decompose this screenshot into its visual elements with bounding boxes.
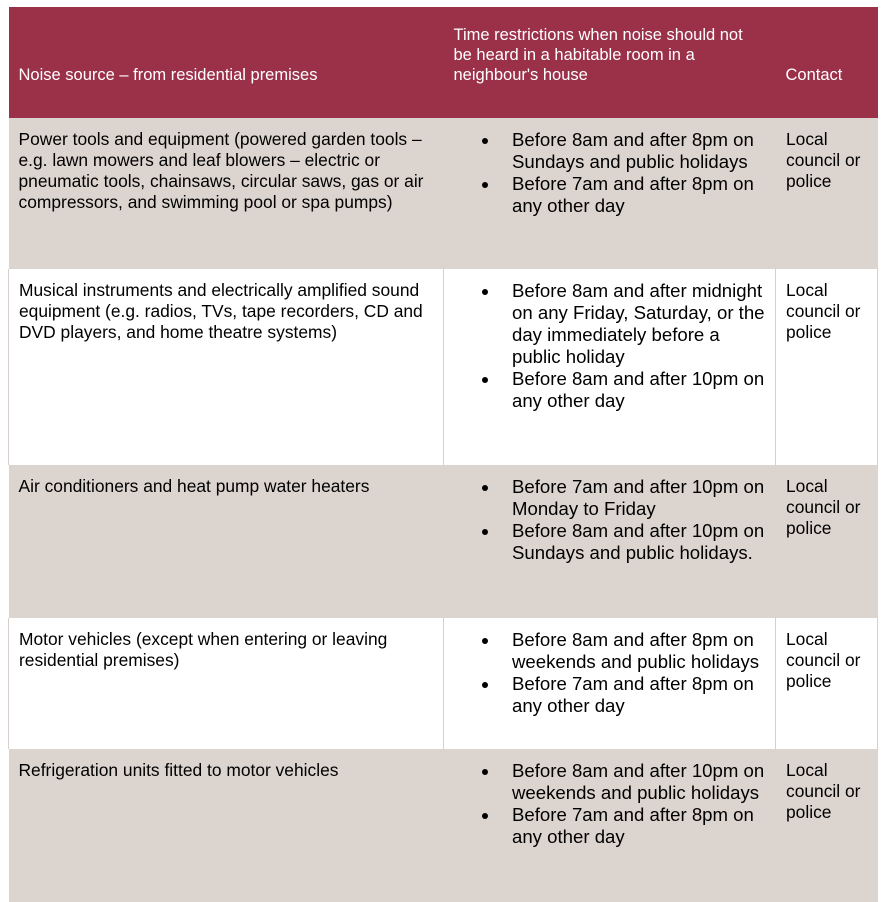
- restriction-text: Before 8am and after 10pm on Sundays and public holidays.: [512, 520, 765, 563]
- time-restrictions-cell: [444, 465, 776, 618]
- restriction-text: Before 7am and after 8pm on any other day: [512, 804, 754, 847]
- list-item: [512, 629, 765, 673]
- table-row: [9, 749, 878, 902]
- noise-source-cell: Power tools and equipment (powered garden tools – e.g. lawn mowers and leaf blowers – electric or pneumatic tools, chainsaws, circular saws, gas or air compressors, and swimming pool or spa pumps): [9, 118, 444, 269]
- bullet-icon: [482, 485, 488, 491]
- list-item: [512, 173, 765, 217]
- restriction-text: Before 7am and after 8pm on any other day: [512, 173, 754, 216]
- list-item: [512, 673, 765, 717]
- contact-cell: Local council or police: [776, 465, 878, 618]
- bullet-icon: [482, 289, 488, 295]
- restriction-text: Before 8am and after 10pm on weekends and public holidays: [512, 760, 765, 803]
- time-restrictions-cell: [444, 618, 776, 749]
- time-restrictions-list: [474, 280, 765, 412]
- header-noise-source: Noise source – from residential premises: [9, 7, 444, 118]
- noise-source-cell: Musical instruments and electrically amplified sound equipment (e.g. radios, TVs, tape recorders, CD and DVD players, and home theatre systems): [9, 269, 444, 465]
- restriction-text: Before 8am and after 8pm on weekends and public holidays: [512, 629, 760, 672]
- contact-cell: Local council or police: [776, 118, 878, 269]
- header-row: [9, 7, 878, 118]
- table-row: [9, 118, 878, 269]
- contact-cell: Local council or police: [776, 618, 878, 749]
- noise-restrictions-table-wrapper: [8, 7, 877, 902]
- list-item: [512, 804, 765, 848]
- restriction-text: Before 8am and after midnight on any Friday, Saturday, or the day immediately before a public holiday: [512, 280, 765, 367]
- bullet-icon: [482, 638, 488, 644]
- bullet-icon: [482, 769, 488, 775]
- header-time-restrictions: Time restrictions when noise should not be heard in a habitable room in a neighbour's house: [444, 7, 776, 118]
- table-row: [9, 618, 878, 749]
- noise-source-cell: Refrigeration units fitted to motor vehicles: [9, 749, 444, 902]
- header-contact: Contact: [776, 7, 878, 118]
- restriction-text: Before 8am and after 8pm on Sundays and public holidays: [512, 129, 754, 172]
- bullet-icon: [482, 138, 488, 144]
- contact-cell: Local council or police: [776, 749, 878, 902]
- noise-source-cell: Motor vehicles (except when entering or leaving residential premises): [9, 618, 444, 749]
- table-body: [9, 118, 878, 902]
- list-item: [512, 760, 765, 804]
- bullet-icon: [482, 182, 488, 188]
- list-item: [512, 129, 765, 173]
- restriction-text: Before 7am and after 10pm on Monday to Friday: [512, 476, 765, 519]
- bullet-icon: [482, 529, 488, 535]
- list-item: [512, 280, 765, 368]
- time-restrictions-cell: [444, 118, 776, 269]
- time-restrictions-list: [474, 476, 765, 564]
- noise-source-cell: Air conditioners and heat pump water heaters: [9, 465, 444, 618]
- table-row: [9, 269, 878, 465]
- list-item: [512, 520, 765, 564]
- bullet-icon: [482, 682, 488, 688]
- table-header: [9, 7, 878, 118]
- time-restrictions-cell: [444, 749, 776, 902]
- contact-cell: Local council or police: [776, 269, 878, 465]
- time-restrictions-list: [474, 760, 765, 848]
- time-restrictions-cell: [444, 269, 776, 465]
- bullet-icon: [482, 377, 488, 383]
- noise-restrictions-table: [8, 7, 878, 902]
- list-item: [512, 368, 765, 412]
- bullet-icon: [482, 813, 488, 819]
- time-restrictions-list: [474, 629, 765, 717]
- time-restrictions-list: [474, 129, 765, 217]
- list-item: [512, 476, 765, 520]
- restriction-text: Before 7am and after 8pm on any other day: [512, 673, 754, 716]
- restriction-text: Before 8am and after 10pm on any other day: [512, 368, 765, 411]
- table-row: [9, 465, 878, 618]
